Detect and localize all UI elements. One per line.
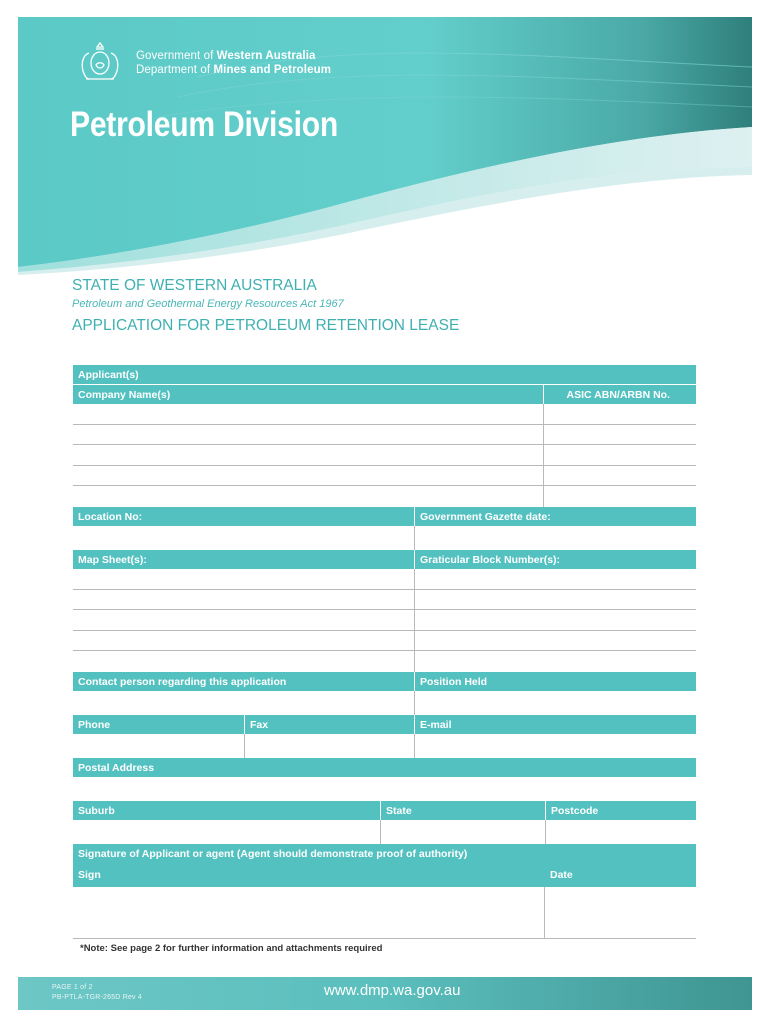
gazette-date-header: Government Gazette date: — [415, 507, 696, 526]
suburb-header: Suburb — [73, 801, 380, 820]
phone-field[interactable] — [73, 734, 245, 758]
map-sheet-field-4[interactable] — [73, 631, 415, 651]
applicants-header: Applicant(s) — [73, 365, 696, 384]
asic-header: ASIC ABN/ARBN No. — [544, 385, 696, 404]
department-name: Department of Mines and Petroleum — [136, 64, 332, 76]
state-field[interactable] — [381, 820, 546, 844]
asic-field-3[interactable] — [544, 445, 696, 466]
fax-field[interactable] — [245, 734, 415, 758]
postal-address-field[interactable] — [73, 777, 696, 801]
postcode-header: Postcode — [546, 801, 696, 820]
sign-field[interactable] — [73, 887, 545, 939]
state-title: STATE OF WESTERN AUSTRALIA — [72, 277, 317, 294]
fax-header: Fax — [245, 715, 414, 734]
contact-person-header: Contact person regarding this application — [73, 672, 414, 691]
header-banner — [18, 17, 752, 277]
sign-label: Sign — [78, 869, 101, 881]
company-name-field-2[interactable] — [73, 425, 544, 445]
form-reference: PB-PTLA-TGR-265D Rev 4 — [52, 994, 142, 1001]
postal-address-header: Postal Address — [73, 758, 696, 777]
graticular-field-3[interactable] — [415, 610, 696, 631]
contact-person-field[interactable] — [73, 691, 415, 715]
state-header: State — [381, 801, 545, 820]
division-title: Petroleum Division — [70, 105, 338, 144]
application-title: APPLICATION FOR PETROLEUM RETENTION LEASE — [72, 317, 460, 334]
asic-field-4[interactable] — [544, 466, 696, 486]
divider — [414, 651, 415, 672]
email-header: E-mail — [415, 715, 696, 734]
graticular-field-2[interactable] — [415, 590, 696, 610]
suburb-field[interactable] — [73, 820, 381, 844]
map-sheets-header: Map Sheet(s): — [73, 550, 414, 569]
phone-header: Phone — [73, 715, 244, 734]
date-label: Date — [550, 869, 573, 881]
map-sheet-field-2[interactable] — [73, 590, 415, 610]
map-sheet-field-1[interactable] — [73, 569, 415, 590]
graticular-header: Graticular Block Number(s): — [415, 550, 696, 569]
company-name-field-3[interactable] — [73, 445, 544, 466]
map-sheet-field-3[interactable] — [73, 610, 415, 631]
graticular-field-4[interactable] — [415, 631, 696, 651]
page-number: PAGE 1 of 2 — [52, 984, 93, 991]
wa-coat-of-arms-icon — [74, 39, 126, 83]
signature-header — [73, 844, 696, 887]
company-names-header: Company Name(s) — [73, 385, 543, 404]
graticular-field-1[interactable] — [415, 569, 696, 590]
position-held-field[interactable] — [415, 691, 696, 715]
signature-label: Signature of Applicant or agent (Agent should demonstrate proof of authority) — [78, 848, 468, 860]
form-page — [18, 17, 752, 1010]
act-title: Petroleum and Geothermal Energy Resources Act 1967 — [72, 298, 344, 310]
position-held-header: Position Held — [415, 672, 696, 691]
email-field[interactable] — [415, 734, 696, 758]
footnote: *Note: See page 2 for further information and attachments required — [80, 943, 383, 954]
gazette-date-field[interactable] — [415, 526, 696, 550]
divider — [543, 486, 544, 507]
website-link[interactable]: www.dmp.wa.gov.au — [324, 982, 461, 999]
company-name-field-1[interactable] — [73, 404, 544, 425]
location-no-field[interactable] — [73, 526, 415, 550]
date-field[interactable] — [545, 887, 696, 939]
postcode-field[interactable] — [546, 820, 696, 844]
location-no-header: Location No: — [73, 507, 414, 526]
asic-field-2[interactable] — [544, 425, 696, 445]
asic-field-1[interactable] — [544, 404, 696, 425]
company-name-field-4[interactable] — [73, 466, 544, 486]
government-name: Government of Western Australia — [136, 50, 316, 62]
